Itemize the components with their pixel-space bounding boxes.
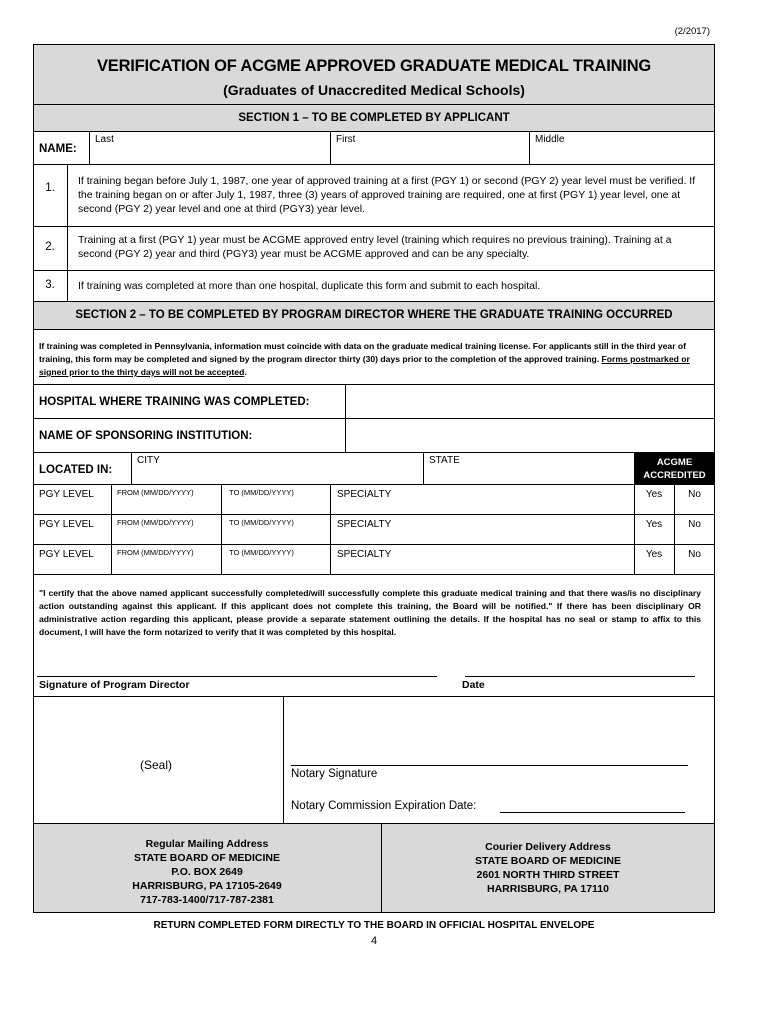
pgy-level-field[interactable]: PGY LEVEL: [39, 519, 94, 530]
mailing-line: STATE BOARD OF MEDICINE: [133, 852, 281, 864]
from-date-field[interactable]: FROM (MM/DD/YYYY): [117, 518, 194, 527]
courier-line: Courier Delivery Address: [485, 841, 611, 853]
signature-label: Signature of Program Director: [39, 679, 190, 691]
specialty-field[interactable]: SPECIALTY: [337, 489, 392, 500]
yes-option[interactable]: Yes: [645, 549, 663, 560]
courier-line: HARRISBURG, PA 17110: [487, 883, 609, 895]
city-field[interactable]: CITY: [137, 455, 160, 466]
name-label: NAME:: [39, 143, 77, 155]
title-block: [33, 44, 715, 105]
to-date-field[interactable]: TO (MM/DD/YYYY): [229, 488, 294, 497]
located-row: [33, 452, 715, 485]
first-name-field[interactable]: First: [336, 134, 356, 145]
courier-line: 2601 NORTH THIRD STREET: [476, 869, 620, 881]
form-revision-date: (2/2017): [674, 26, 710, 37]
item-1-text: If training began before July 1, 1987, one year of approved training at a first (PGY 1) or second (PGY 2) year level must be verified. If the training began on or after July 1, 1987, three (3) years of approved training are required, one at first (PGY 1) year level, one at second (PGY 2) year level and one at third (PGY3) year level.: [78, 175, 696, 215]
notary-signature-label: Notary Signature: [291, 768, 378, 780]
to-date-field[interactable]: TO (MM/DD/YYYY): [229, 518, 294, 527]
pgy-level-field[interactable]: PGY LEVEL: [39, 489, 94, 500]
pgy-level-field[interactable]: PGY LEVEL: [39, 549, 94, 560]
section2-heading: SECTION 2 – TO BE COMPLETED BY PROGRAM DIRECTOR WHERE THE GRADUATE TRAINING OCCURRED: [75, 309, 673, 321]
form-title: VERIFICATION OF ACGME APPROVED GRADUATE MEDICAL TRAINING: [96, 57, 652, 75]
mailing-address: [34, 837, 380, 907]
item-3-text: If training was completed at more than one hospital, duplicate this form and submit to each hospital.: [78, 280, 541, 292]
courier-address: [382, 840, 714, 896]
item-2-text: Training at a first (PGY 1) year must be ACGME approved entry level (training which requires no previous training). Training at a second (PGY 2) year and third (PGY3) year must be ACGME approved and can be any specialty.: [78, 234, 672, 260]
section2-header: [33, 301, 715, 330]
hospital-label: HOSPITAL WHERE TRAINING WAS COMPLETED:: [39, 396, 310, 408]
yes-option[interactable]: Yes: [645, 489, 663, 500]
intro-underlined-note: Forms postmarked or signed prior to the thirty days will not be accepted: [39, 354, 690, 377]
section1-header: [33, 104, 715, 132]
acgme-accredited-header: [634, 452, 715, 485]
mailing-line: Regular Mailing Address: [145, 838, 269, 850]
courier-line: STATE BOARD OF MEDICINE: [474, 855, 622, 867]
from-date-field[interactable]: FROM (MM/DD/YYYY): [117, 488, 194, 497]
sponsor-input[interactable]: [347, 420, 713, 451]
yes-option[interactable]: Yes: [645, 519, 663, 530]
accredited-label: ACCREDITED: [643, 470, 706, 481]
no-option[interactable]: No: [688, 489, 701, 500]
no-option[interactable]: No: [688, 519, 701, 530]
notary-expiration-line[interactable]: [500, 812, 685, 813]
seal-label: (Seal): [140, 758, 173, 772]
last-name-field[interactable]: Last: [95, 134, 114, 145]
no-option[interactable]: No: [688, 549, 701, 560]
notary-signature-line[interactable]: [291, 765, 688, 766]
mailing-line: 717-783-1400/717-787-2381: [140, 894, 274, 906]
section1-heading: SECTION 1 – TO BE COMPLETED BY APPLICANT: [238, 112, 510, 124]
certification-statement: "I certify that the above named applicant successfully completed/will successfully complete this graduate medical training and that there was/is no disciplinary action outstanding against this applicant. If this applicant does not complete this training, the Board will be notified." If there has been disciplinary OR administrative action regarding this applicant, please provide a separate statement outlining the details. If the hospital has no seal or stamp to affix to this document, I will have the form notarized to verify that it was completed by this hospital.: [39, 588, 701, 637]
date-label: Date: [462, 679, 485, 691]
from-date-field[interactable]: FROM (MM/DD/YYYY): [117, 548, 194, 557]
middle-name-field[interactable]: Middle: [535, 134, 565, 145]
mailing-line: P.O. BOX 2649: [171, 866, 243, 878]
director-signature-line[interactable]: [37, 676, 437, 677]
notary-expiration-label: Notary Commission Expiration Date:: [291, 800, 477, 812]
specialty-field[interactable]: SPECIALTY: [337, 549, 392, 560]
sponsor-label: NAME OF SPONSORING INSTITUTION:: [39, 430, 253, 442]
mailing-line: HARRISBURG, PA 17105-2649: [132, 880, 282, 892]
footer-instruction: RETURN COMPLETED FORM DIRECTLY TO THE BOARD IN OFFICIAL HOSPITAL ENVELOPE: [153, 920, 595, 931]
hospital-input[interactable]: [347, 386, 713, 417]
to-date-field[interactable]: TO (MM/DD/YYYY): [229, 548, 294, 557]
located-label: LOCATED IN:: [39, 464, 113, 476]
form-subtitle: (Graduates of Unaccredited Medical Schools): [223, 82, 525, 98]
section2-intro: If training was completed in Pennsylvania, information must coincide with data on the graduate medical training license. For applicants still in the third year of training, this form may be completed and signed by the program director thirty (30) days prior to the completion of the approved training. Forms postmarked or signed prior to the thirty days will not be accepted.: [39, 341, 690, 377]
item-1-number: 1.: [45, 182, 55, 194]
specialty-field[interactable]: SPECIALTY: [337, 519, 392, 530]
acgme-label: ACGME: [656, 457, 693, 468]
name-row: [33, 131, 715, 165]
page-number: 4: [370, 935, 378, 947]
item-3-number: 3.: [45, 279, 55, 291]
state-field[interactable]: STATE: [429, 455, 460, 466]
date-line[interactable]: [465, 676, 695, 677]
item-2-number: 2.: [45, 241, 55, 253]
